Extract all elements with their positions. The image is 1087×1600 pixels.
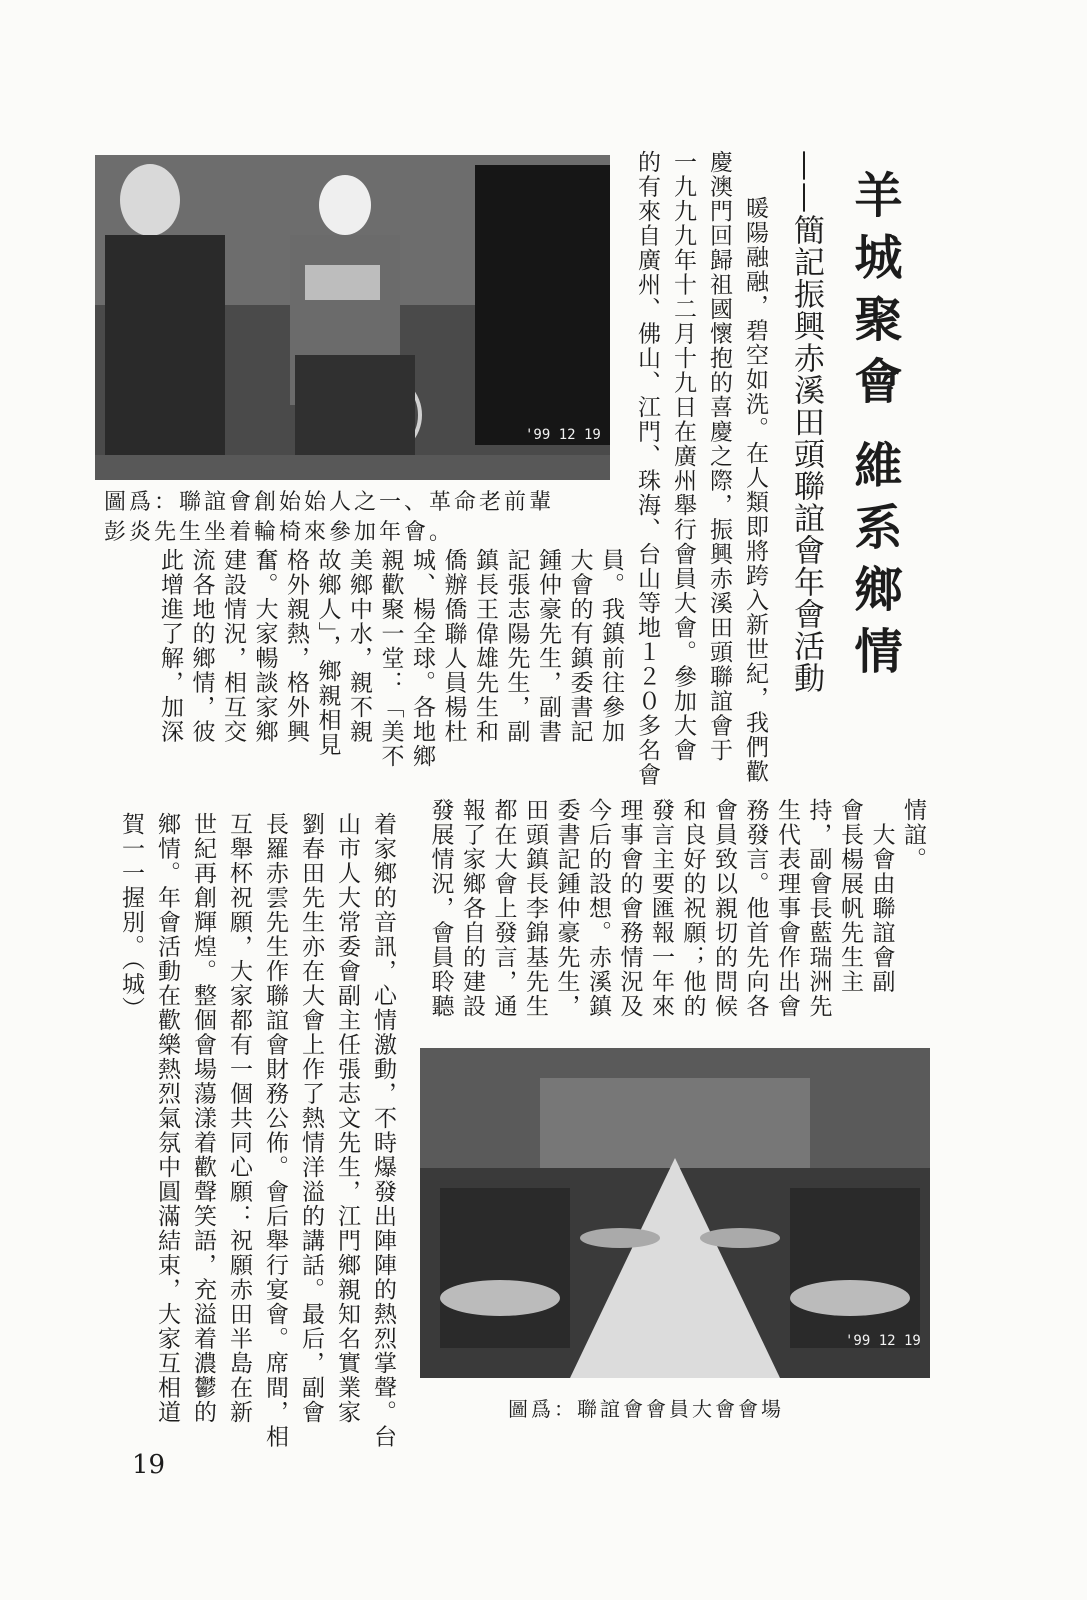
page-number: 19 [132, 1450, 166, 1480]
body-column: 都在大會上發言，通 [490, 798, 517, 1019]
body-column: 此增進了解，加深 [157, 548, 183, 744]
body-column: 流各地的鄉情，彼 [188, 548, 215, 744]
body-column: 格外親熱，格外興 [283, 548, 309, 744]
article-title-line1: 羊城聚會 [846, 170, 902, 418]
body-column: 委書記鍾仲豪先生， [553, 798, 580, 1019]
body-column: 生代表理事會作出會 [774, 798, 800, 1019]
body-column: 山市人大常委會副主任張志文先生，江門鄉親知名實業家 [334, 812, 360, 1425]
photo-wheelchair-attendee [95, 155, 610, 480]
body-column: 奮。大家暢談家鄉 [251, 548, 278, 744]
body-column: 鄉情。年會活動在歡樂熱烈氣氛中圓滿結束，大家互相道 [154, 812, 180, 1425]
body-column: 世紀再創輝煌。整個會場蕩漾着歡聲笑語，充溢着濃鬱的 [190, 812, 216, 1425]
body-column: 田頭鎮長李錦基先生 [522, 798, 548, 1019]
body-column: 建設情況，相互交 [220, 548, 246, 744]
body-column: 劉春田先生亦在大會上作了熱情洋溢的講話。最后，副會 [298, 812, 324, 1425]
body-column: 美鄉中水，親不親 [346, 548, 372, 744]
body-column: 暖陽融融，碧空如洗。在人類即將跨入新世紀，我們歡 [742, 196, 768, 784]
body-column: 的有來自廣州、佛山、江門、珠海、台山等地１２０多名會 [634, 150, 660, 787]
body-column: 會員致以親切的問候 [711, 798, 737, 1019]
body-column: 持，副會長藍瑞洲先 [805, 798, 832, 1019]
body-column: 一九九九年十二月十九日在廣州舉行會員大會。參加大會 [670, 150, 696, 763]
body-column: 慶澳門回歸祖國懷抱的喜慶之際，振興赤溪田頭聯誼會于 [706, 150, 732, 763]
photo-caption-line1: 圖爲：聯誼會創始始人之一、革命老前輩 [104, 490, 555, 515]
body-column: 和良好的祝願；他的 [679, 798, 706, 1019]
body-column: 大會的有鎮委書記 [566, 548, 593, 744]
body-column: 會長楊展帆先生主 [837, 798, 863, 994]
body-column: 今后的設想。赤溪鎮 [585, 798, 611, 1019]
body-column: 親歡聚一堂：「美不 [377, 548, 404, 769]
body-column: 城、楊全球。各地鄉 [409, 548, 435, 769]
photo-date-stamp: '99 12 19 [845, 1333, 921, 1349]
body-column: 長羅赤雲先生作聯誼會財務公佈。會后舉行宴會。席間，相 [262, 812, 288, 1449]
body-column: 員。我鎮前往參加 [598, 548, 624, 744]
body-column: 互舉杯祝願，大家都有一個共同心願：祝願赤田半島在新 [226, 812, 252, 1425]
photo-date-stamp: '99 12 19 [525, 427, 601, 443]
photo-meeting-hall-image [420, 1048, 930, 1378]
body-column: 故鄉人」，鄉親相見 [314, 548, 341, 757]
photo-meeting-hall [420, 1048, 930, 1378]
body-column: 大會由聯誼會副 [868, 798, 895, 994]
body-column: 報了家鄉各自的建設 [459, 798, 485, 1019]
body-column: 着家鄉的音訊，心情激動，不時爆發出陣陣的熱烈掌聲。台 [370, 812, 396, 1449]
body-column: 情誼。 [900, 798, 926, 872]
body-column: 鎮長王偉雄先生和 [472, 548, 498, 744]
body-column: 記張志陽先生，副 [503, 548, 530, 744]
article-title-line2: 維系鄉情 [846, 440, 902, 688]
body-column: 發展情況，會員聆聽 [427, 798, 454, 1019]
body-column: 僑辦僑聯人員楊杜 [440, 548, 467, 744]
body-column: 鍾仲豪先生，副書 [535, 548, 561, 744]
body-column: 發言主要匯報一年來 [648, 798, 674, 1019]
photo-caption-line2: 彭炎先生坐着輪椅來參加年會。 [104, 520, 455, 545]
body-column: 賀一一握別。（城） [118, 812, 144, 1021]
body-column: 務發言。他首先向各 [742, 798, 769, 1019]
article-subtitle: ——簡記振興赤溪田頭聯誼會年會活動 [788, 150, 824, 694]
photo-caption: 圖爲：聯誼會會員大會會場 [508, 1397, 784, 1421]
body-column: 理事會的會務情況及 [616, 798, 643, 1019]
